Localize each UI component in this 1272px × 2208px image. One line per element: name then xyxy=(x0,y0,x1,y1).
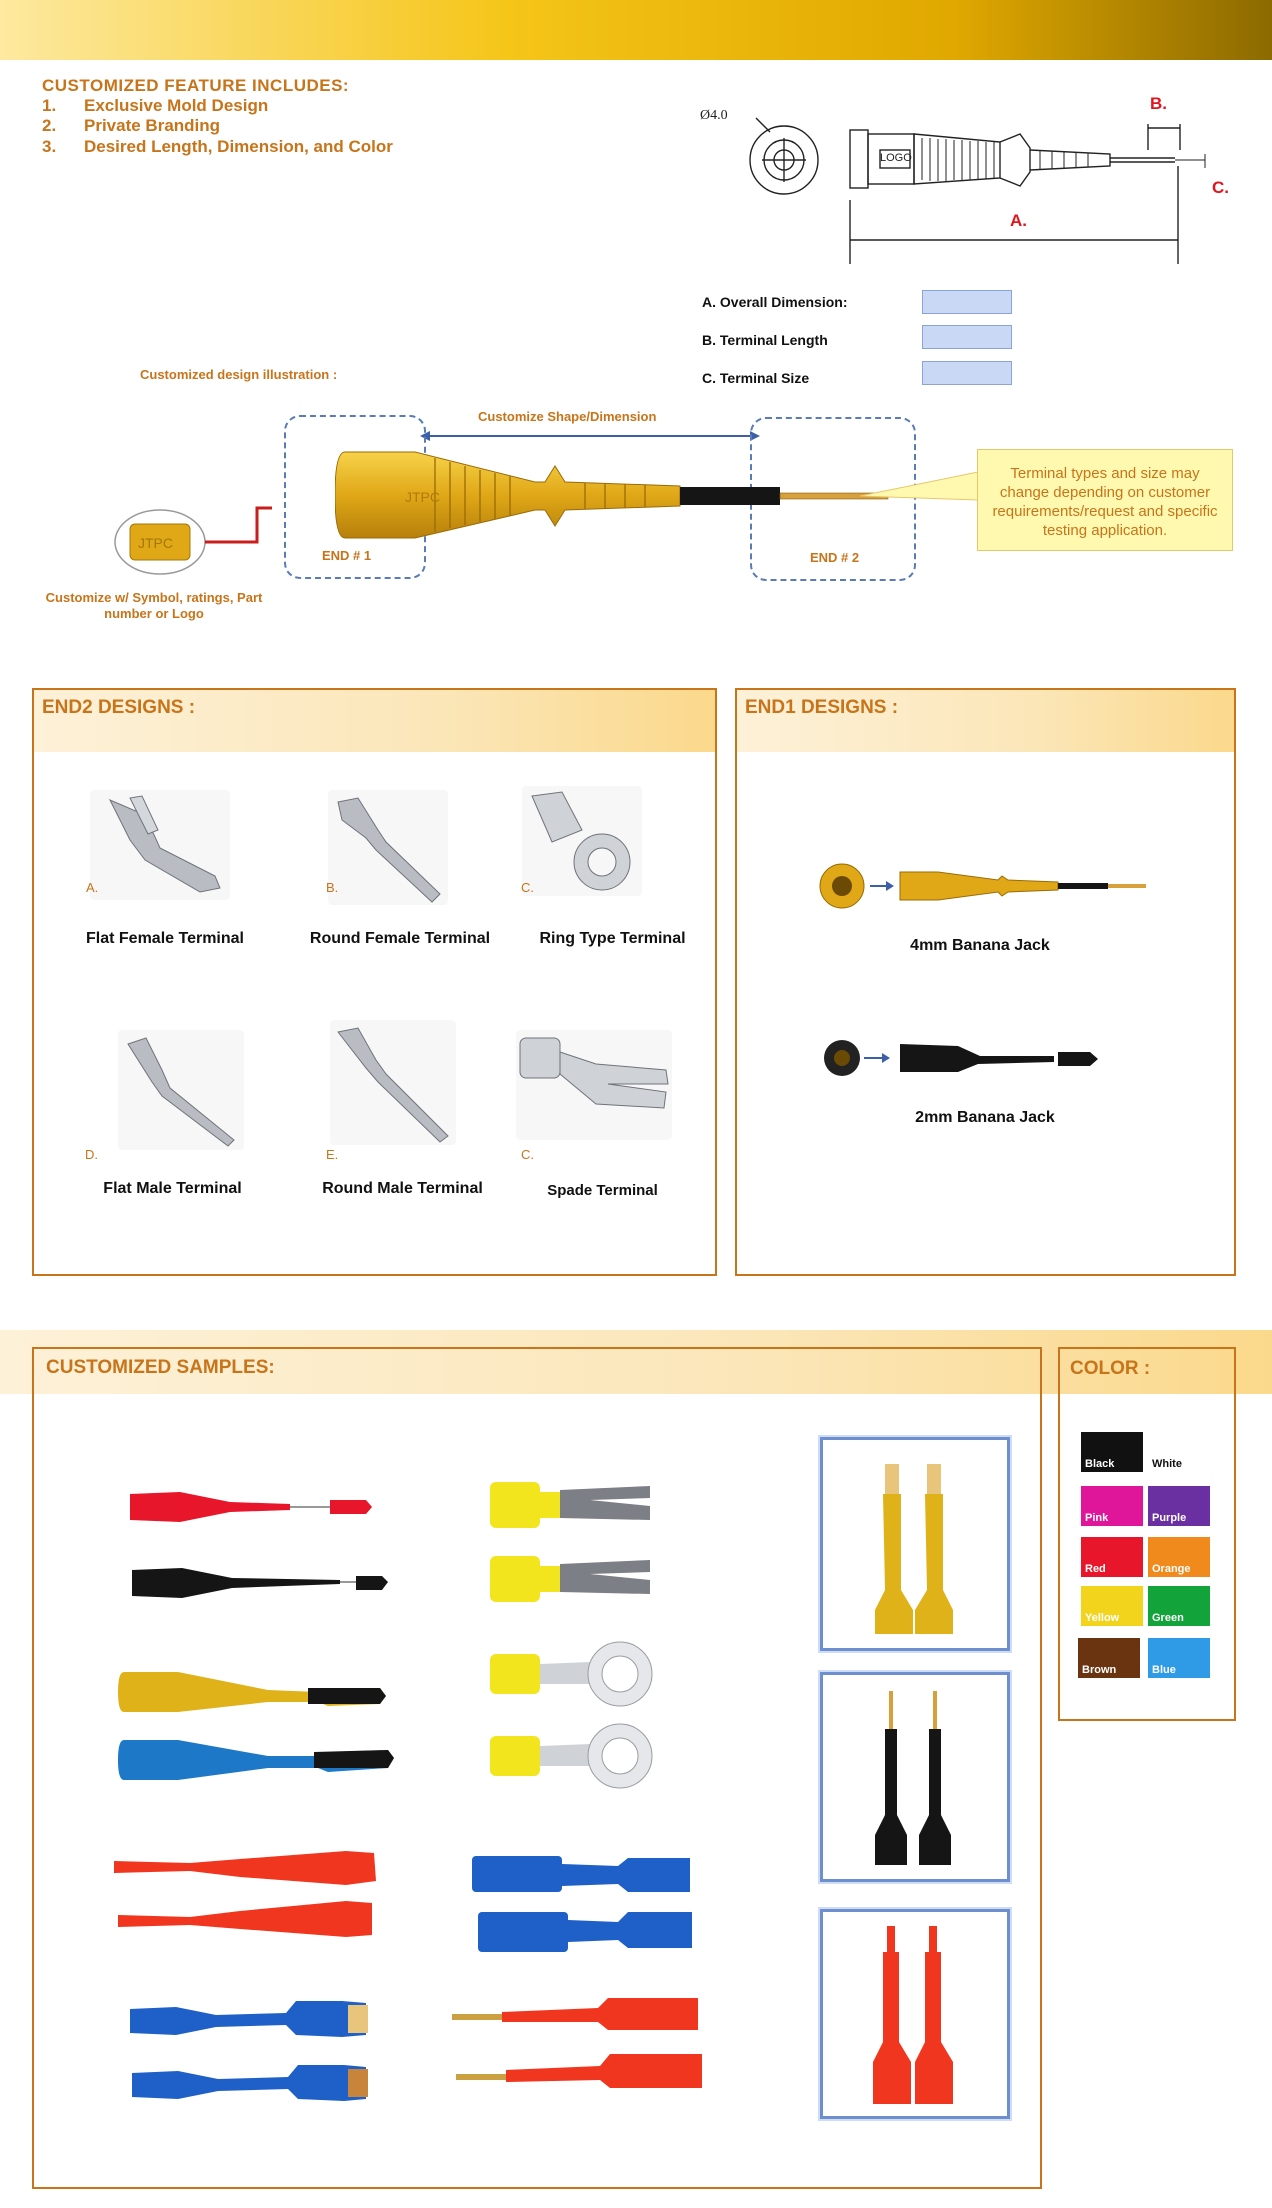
terminal-length-field[interactable] xyxy=(922,325,1012,349)
flat-male-terminal-image xyxy=(118,1030,244,1150)
end2-title: END2 DESIGNS : xyxy=(42,697,196,718)
overall-dimension-field[interactable] xyxy=(922,290,1012,314)
round-male-terminal-image xyxy=(330,1020,456,1145)
color-swatch-red[interactable]: Red xyxy=(1081,1537,1143,1577)
terminal-size-label: C. Terminal Size xyxy=(702,370,810,386)
black-sample-image xyxy=(823,1675,1007,1879)
terminal-name: Flat Male Terminal xyxy=(103,1180,242,1197)
diameter-label: Ø4.0 xyxy=(700,108,728,123)
overall-dimension-label: A. Overall Dimension: xyxy=(702,294,848,310)
technical-drawing xyxy=(690,88,1250,278)
color-swatch-green[interactable]: Green xyxy=(1148,1586,1210,1626)
shape-dimension-label: Customize Shape/Dimension xyxy=(478,409,657,424)
color-swatch-pink[interactable]: Pink xyxy=(1081,1486,1143,1526)
spade-terminal-image xyxy=(516,1030,672,1140)
end1-label: END # 1 xyxy=(322,548,372,563)
color-swatches xyxy=(1058,1420,1236,1700)
spade-sample-image xyxy=(480,1470,660,1630)
color-swatch-yellow[interactable]: Yellow xyxy=(1081,1586,1143,1626)
terminal-letter: B. xyxy=(326,880,339,895)
dimension-b-label: B. xyxy=(1150,94,1167,113)
flat-female-terminal-image xyxy=(90,790,230,900)
logo-callout-spacer xyxy=(142,508,272,509)
probe-logo-mark: JTPC xyxy=(405,489,440,505)
svg-text:JTPC: JTPC xyxy=(138,535,173,551)
samples-title: CUSTOMIZED SAMPLES: xyxy=(46,1357,275,1378)
color-swatch-white[interactable]: White xyxy=(1148,1432,1210,1472)
logo-callout xyxy=(112,500,272,600)
4mm-banana-jack-image xyxy=(818,858,1158,918)
logo-caption: Customize w/ Symbol, ratings, Part number or Logo xyxy=(45,590,263,621)
features-title: CUSTOMIZED FEATURE INCLUDES: xyxy=(42,76,350,95)
dimension-a-label: A. xyxy=(1010,211,1027,230)
ring-sample-image xyxy=(480,1640,670,1800)
end1-title: END1 DESIGNS : xyxy=(745,697,899,718)
feature-item: 3. Desired Length, Dimension, and Color xyxy=(42,137,393,156)
feature-item: 1. Exclusive Mold Design xyxy=(42,96,269,115)
red-sample-image xyxy=(823,1912,1007,2116)
red-male-sample-image xyxy=(448,1990,708,2110)
color-swatch-brown[interactable]: Brown xyxy=(1078,1638,1140,1678)
round-female-terminal-image xyxy=(328,790,448,905)
blue-probes-image xyxy=(126,1995,386,2125)
drawing-logo-label: LOGO xyxy=(880,152,912,164)
red-probes-image xyxy=(110,1845,390,1965)
red-sample-frame xyxy=(820,1909,1010,2119)
feature-item: 2. Private Branding xyxy=(42,116,221,135)
test-probe-illustration xyxy=(335,440,895,550)
2mm-banana-jack-image xyxy=(818,1030,1108,1086)
color-divider xyxy=(1058,1390,1236,1391)
illustration-title: Customized design illustration : xyxy=(140,367,338,382)
terminal-letter: C. xyxy=(521,1147,534,1162)
color-title: COLOR : xyxy=(1070,1358,1151,1379)
yellow-blue-probes-image xyxy=(118,1660,408,1800)
terminal-name: Flat Female Terminal xyxy=(86,930,244,947)
note-pointer xyxy=(860,470,980,510)
terminal-letter: D. xyxy=(85,1147,98,1162)
terminal-name: Round Female Terminal xyxy=(309,930,491,947)
end1-panel xyxy=(735,688,1236,1276)
4mm-banana-jack-label: 4mm Banana Jack xyxy=(910,937,1050,954)
color-swatch-purple[interactable]: Purple xyxy=(1148,1486,1210,1526)
terminal-name: Round Male Terminal xyxy=(322,1180,483,1197)
color-swatch-blue[interactable]: Blue xyxy=(1148,1638,1210,1678)
terminal-size-field[interactable] xyxy=(922,361,1012,385)
blue-female-sample-image xyxy=(468,1850,698,1965)
dimension-c-label: C. xyxy=(1212,178,1229,197)
terminal-letter: C. xyxy=(521,880,534,895)
ring-terminal-image xyxy=(522,786,642,896)
yellow-sample-image xyxy=(823,1440,1007,1648)
terminal-name: Ring Type Terminal xyxy=(539,930,686,947)
2mm-banana-jack-label: 2mm Banana Jack xyxy=(915,1109,1055,1126)
terminal-letter: A. xyxy=(86,880,99,895)
end2-label: END # 2 xyxy=(810,550,860,565)
red-black-probes-image xyxy=(120,1480,400,1620)
yellow-sample-frame xyxy=(820,1437,1010,1651)
color-swatch-black[interactable]: Black xyxy=(1081,1432,1143,1472)
terminal-name: Spade Terminal xyxy=(547,1182,658,1199)
terminal-letter: E. xyxy=(326,1147,339,1162)
black-sample-frame xyxy=(820,1672,1010,1882)
color-swatch-orange[interactable]: Orange xyxy=(1148,1537,1210,1577)
terminal-length-label: B. Terminal Length xyxy=(702,332,828,348)
terminal-note: Terminal types and size may change depending on customer requirements/request and specific testing application. xyxy=(977,449,1233,551)
top-banner xyxy=(0,0,1272,60)
